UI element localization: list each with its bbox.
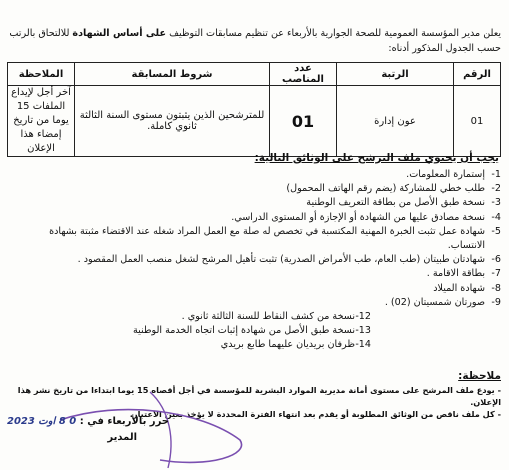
note-line: - كل ملف ناقص من الوثائق المطلوبة أو يقدم بعد انتهاء الفترة المحددة لا يؤخذ بعين الاعتبار. — [129, 409, 501, 419]
list-item: 8-شهادة الميلاد — [433, 282, 501, 294]
cell-grade: عون إدارة — [337, 86, 454, 157]
intro-text-line2: حسب الجدول المذكور أدناه: — [388, 43, 501, 54]
cell-note: آخر أجل لإيداع الملفات 15 يوما من تاريخ إمضاء هذا الإعلان — [8, 86, 75, 157]
documents-list — [6, 168, 501, 353]
list-item: 12-نسخة من كشف النقاط للسنة الثالثة ثانوي . — [181, 311, 371, 323]
header-count: عدد المناصب — [270, 63, 337, 86]
recruitment-table — [7, 62, 501, 157]
note-line: - يودع ملف المرشح على مستوى أمانة مديرية الموارد البشرية للمؤسسة في أجل أقصاه 15 يوما ابتداءا من تاريخ نشر هذا الإعلان. — [17, 385, 501, 407]
list-item: 4-نسخة مصادق عليها من الشهادة أو الإجازة أو المستوى الدراسي. — [231, 211, 501, 223]
intro-text-post: للالتحاق بالرتب — [9, 28, 73, 39]
header-note: الملاحظة — [8, 63, 75, 86]
header-grade: الرتبة — [337, 63, 454, 86]
list-item: 3-نسخة طبق الأصل من بطاقة التعريف الوطنية — [306, 197, 501, 209]
list-item: 9-صورتان شمسيتان (02) . — [384, 296, 501, 308]
intro-text-pre: يعلن مدير المؤسسة العمومية للصحة الجوارية بالأربعاء عن تنظيم مسابقات التوظيف — [166, 28, 501, 39]
cell-count: 01 — [270, 86, 337, 157]
list-item: 2-طلب خطي للمشاركة (يضم رقم الهاتف المحمول) — [286, 183, 501, 195]
cell-conditions: للمترشحين الذين يثبتون مستوى السنة الثالثة ثانوي كاملة. — [75, 86, 270, 157]
date-line — [7, 416, 169, 427]
header-conditions: شروط المسابقة — [75, 63, 270, 86]
table-header-row — [8, 63, 501, 86]
signatory-title: المدير — [107, 432, 137, 443]
documents-heading: يجب أن يحتوي ملف الترشح على الوثائق التالية: — [254, 152, 499, 164]
table-row — [8, 86, 501, 157]
notes-heading: ملاحظة: — [458, 370, 501, 382]
list-item: 7-بطاقة الاقامة . — [426, 268, 501, 280]
date-stamp: 0 8 اوت 2023 — [6, 416, 77, 427]
list-item: 14-ظرفان بريديان عليهما طابع بريدي — [220, 339, 371, 351]
cell-number: 01 — [454, 86, 501, 157]
list-item: الانتساب. — [447, 240, 485, 252]
header-number: الرقم — [454, 63, 501, 86]
list-item: 13-نسخة طبق الأصل من شهادة إثبات اتجاه الخدمة الوطنية — [132, 325, 371, 337]
intro-paragraph — [6, 26, 501, 56]
list-item: 5-شهادة عمل تثبت الخبرة المهنية المكتسبة في تخصص له صلة مع العمل المراد شغله عند الاقتضاء مثبتة بشهادة — [49, 225, 501, 237]
list-item: 6-شهادتان طبيتان (طب العام، طب الأمراض الصدرية) تثبت تأهيل المرشح لشغل منصب العمل المقصود . — [77, 254, 501, 266]
intro-text-bold: على أساس الشهادة — [72, 28, 167, 39]
place-label: حرر بالأربعاء في : — [79, 416, 169, 427]
list-item: 1-إستمارة المعلومات. — [406, 169, 501, 180]
